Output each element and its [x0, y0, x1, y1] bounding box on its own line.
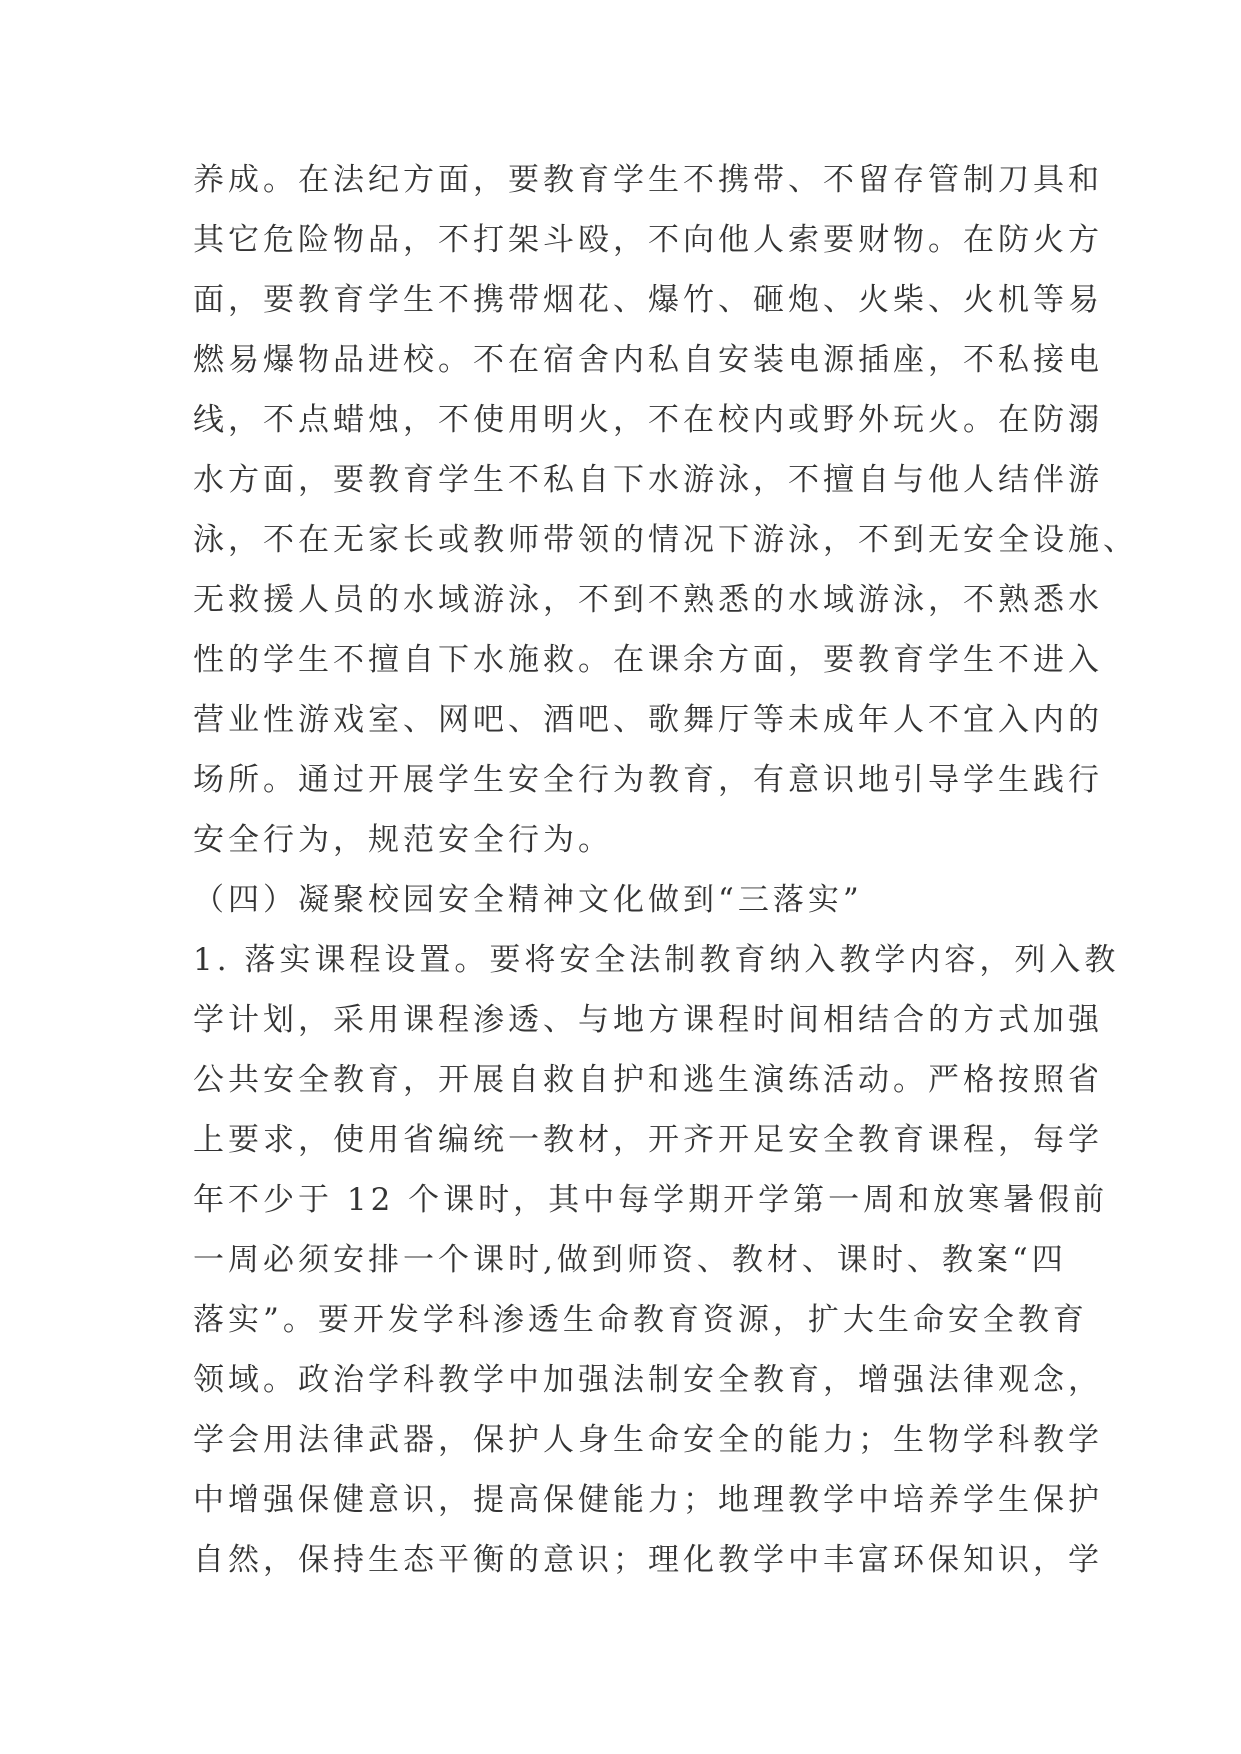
text-line: 面，要教育学生不携带烟花、爆竹、砸炮、火柴、火机等易	[193, 282, 1103, 318]
text-line: 年不少于 12 个课时，其中每学期开学第一周和放寒暑假前	[193, 1182, 1109, 1218]
text-line: 公共安全教育，开展自救自护和逃生演练活动。严格按照省	[193, 1062, 1103, 1098]
text-line: 领域。政治学科教学中加强法制安全教育，增强法律观念，	[193, 1362, 1103, 1398]
text-line: 泳，不在无家长或教师带领的情况下游泳，不到无安全设施、	[193, 522, 1138, 558]
text-line: 无救援人员的水域游泳，不到不熟悉的水域游泳，不熟悉水	[193, 582, 1103, 618]
text-line: 学计划，采用课程渗透、与地方课程时间相结合的方式加强	[193, 1002, 1103, 1038]
text-line: 其它危险物品，不打架斗殴，不向他人索要财物。在防火方	[193, 222, 1103, 258]
text-line: 燃易爆物品进校。不在宿舍内私自安装电源插座，不私接电	[193, 342, 1103, 378]
text-line: 线，不点蜡烛，不使用明火，不在校内或野外玩火。在防溺	[193, 402, 1103, 438]
text-line: 中增强保健意识，提高保健能力；地理教学中培养学生保护	[193, 1482, 1103, 1518]
body-text	[193, 150, 1138, 1590]
section-heading: （四）凝聚校园安全精神文化做到“三落实”	[193, 882, 863, 918]
text-line: 学会用法律武器，保护人身生命安全的能力；生物学科教学	[193, 1422, 1103, 1458]
text-line: 水方面，要教育学生不私自下水游泳，不擅自与他人结伴游	[193, 462, 1103, 498]
text-line: 性的学生不擅自下水施救。在课余方面，要教育学生不进入	[193, 642, 1103, 678]
text-line: 一周必须安排一个课时,做到师资、教材、课时、教案“四	[193, 1242, 1067, 1278]
text-line: 场所。通过开展学生安全行为教育，有意识地引导学生践行	[193, 762, 1103, 798]
text-line: 安全行为，规范安全行为。	[193, 822, 613, 858]
text-line: 落实”。要开发学科渗透生命教育资源，扩大生命安全教育	[193, 1302, 1088, 1338]
text-line: 上要求，使用省编统一教材，开齐开足安全教育课程，每学	[193, 1122, 1103, 1158]
text-line: 养成。在法纪方面，要教育学生不携带、不留存管制刀具和	[193, 162, 1103, 198]
text-line: 1. 落实课程设置。要将安全法制教育纳入教学内容，列入教	[193, 942, 1120, 978]
text-line: 自然，保持生态平衡的意识；理化教学中丰富环保知识，学	[193, 1542, 1103, 1578]
text-line: 营业性游戏室、网吧、酒吧、歌舞厅等未成年人不宜入内的	[193, 702, 1103, 738]
